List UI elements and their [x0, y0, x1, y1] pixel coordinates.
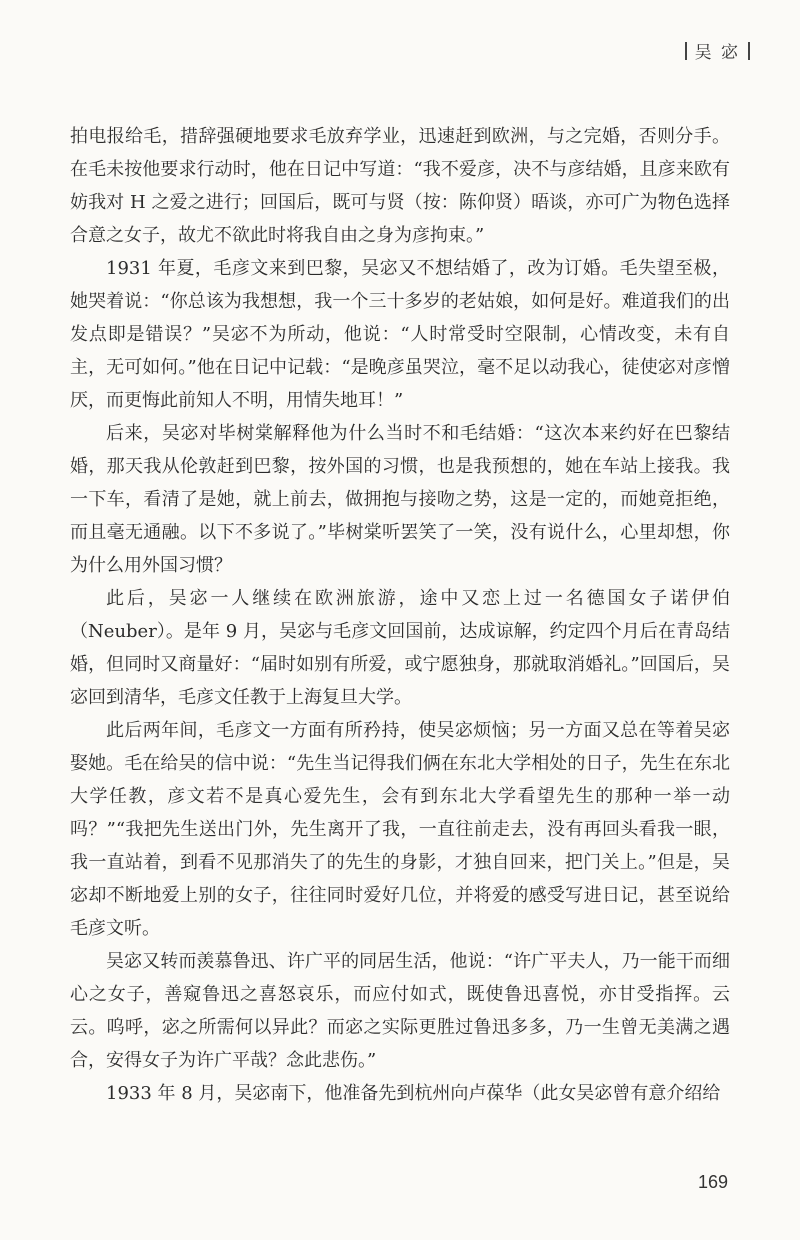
paragraph-6: 吴宓又转而羡慕鲁迅、许广平的同居生活，他说：“许广平夫人，乃一能干而细心之女子，善窥鲁迅之喜怒哀乐，而应付如式，既使鲁迅喜悦，亦甘受指挥。云云。呜呼，宓之所需何以异此？而宓之实际更胜过鲁迅多多，乃一生曾无美满之遇合，安得女子为许广平哉？念此悲伤。”: [70, 951, 730, 1071]
running-header: [685, 38, 750, 63]
running-title: 吴 宓: [694, 43, 740, 63]
paragraph-2: 1931 年夏，毛彦文来到巴黎，吴宓又不想结婚了，改为订婚。毛失望至极，她哭着说：“你总该为我想想，我一个三十多岁的老姑娘，如何是好。难道我们的出发点即是错误？”吴宓不为所动，他说：“人时常受时空限制，心情改变，未有自主，无可如何。”他在日记中记载：“是晚彦虽哭泣，毫不足以动我心，徒使宓对彦憎厌，而更悔此前知人不明，用情失地耳！”: [70, 258, 730, 411]
page-number: 169: [697, 1172, 728, 1192]
paragraph-4: 此后，吴宓一人继续在欧洲旅游，途中又恋上过一名德国女子诺伊伯（Neuber）。是年 9 月，吴宓与毛彦文回国前，达成谅解，约定四个月后在青岛结婚，但同时又商量好：“届时如别有所爱，或宁愿独身，那就取消婚礼。”回国后，吴宓回到清华，毛彦文任教于上海复旦大学。: [70, 588, 730, 708]
paragraph-1: 拍电报给毛，措辞强硬地要求毛放弃学业，迅速赶到欧洲，与之完婚，否则分手。在毛未按他要求行动时，他在日记中写道：“我不爱彦，决不与彦结婚，且彦来欧有妨我对 H 之爱之进行；回国后，既可与贤（按：陈仰贤）晤谈，亦可广为物色选择合意之女子，故尤不欲此时将我自由之身为彦拘束。”: [70, 126, 730, 246]
paragraph-5: 此后两年间，毛彦文一方面有所矜持，使吴宓烦恼；另一方面又总在等着吴宓娶她。毛在给吴的信中说：“先生当记得我们俩在东北大学相处的日子，先生在东北大学任教，彦文若不是真心爱先生，会有到东北大学看望先生的那种一举一动吗？”“我把先生送出门外，先生离开了我，一直往前走去，没有再回头看我一眼，我一直站着，到看不见那消失了的先生的身影，才独自回来，把门关上。”但是，吴宓却不断地爱上别的女子，往往同时爱好几位，并将爱的感受写进日记，甚至说给毛彦文听。: [70, 720, 730, 939]
body-text: [70, 120, 730, 1110]
header-right-rule: [748, 42, 750, 60]
paragraph-3: 后来，吴宓对毕树棠解释他为什么当时不和毛结婚：“这次本来约好在巴黎结婚，那天我从伦敦赶到巴黎，按外国的习惯，也是我预想的，她在车站上接我。我一下车，看清了是她，就上前去，做拥抱与接吻之势，这是一定的，而她竟拒绝，而且毫无通融。以下不多说了。”毕树棠听罢笑了一笑，没有说什么，心里却想，你为什么用外国习惯？: [70, 423, 730, 576]
header-left-rule: [685, 42, 687, 60]
paragraph-7: 1933 年 8 月，吴宓南下，他准备先到杭州向卢葆华（此女吴宓曾有意介绍给: [106, 1083, 721, 1104]
